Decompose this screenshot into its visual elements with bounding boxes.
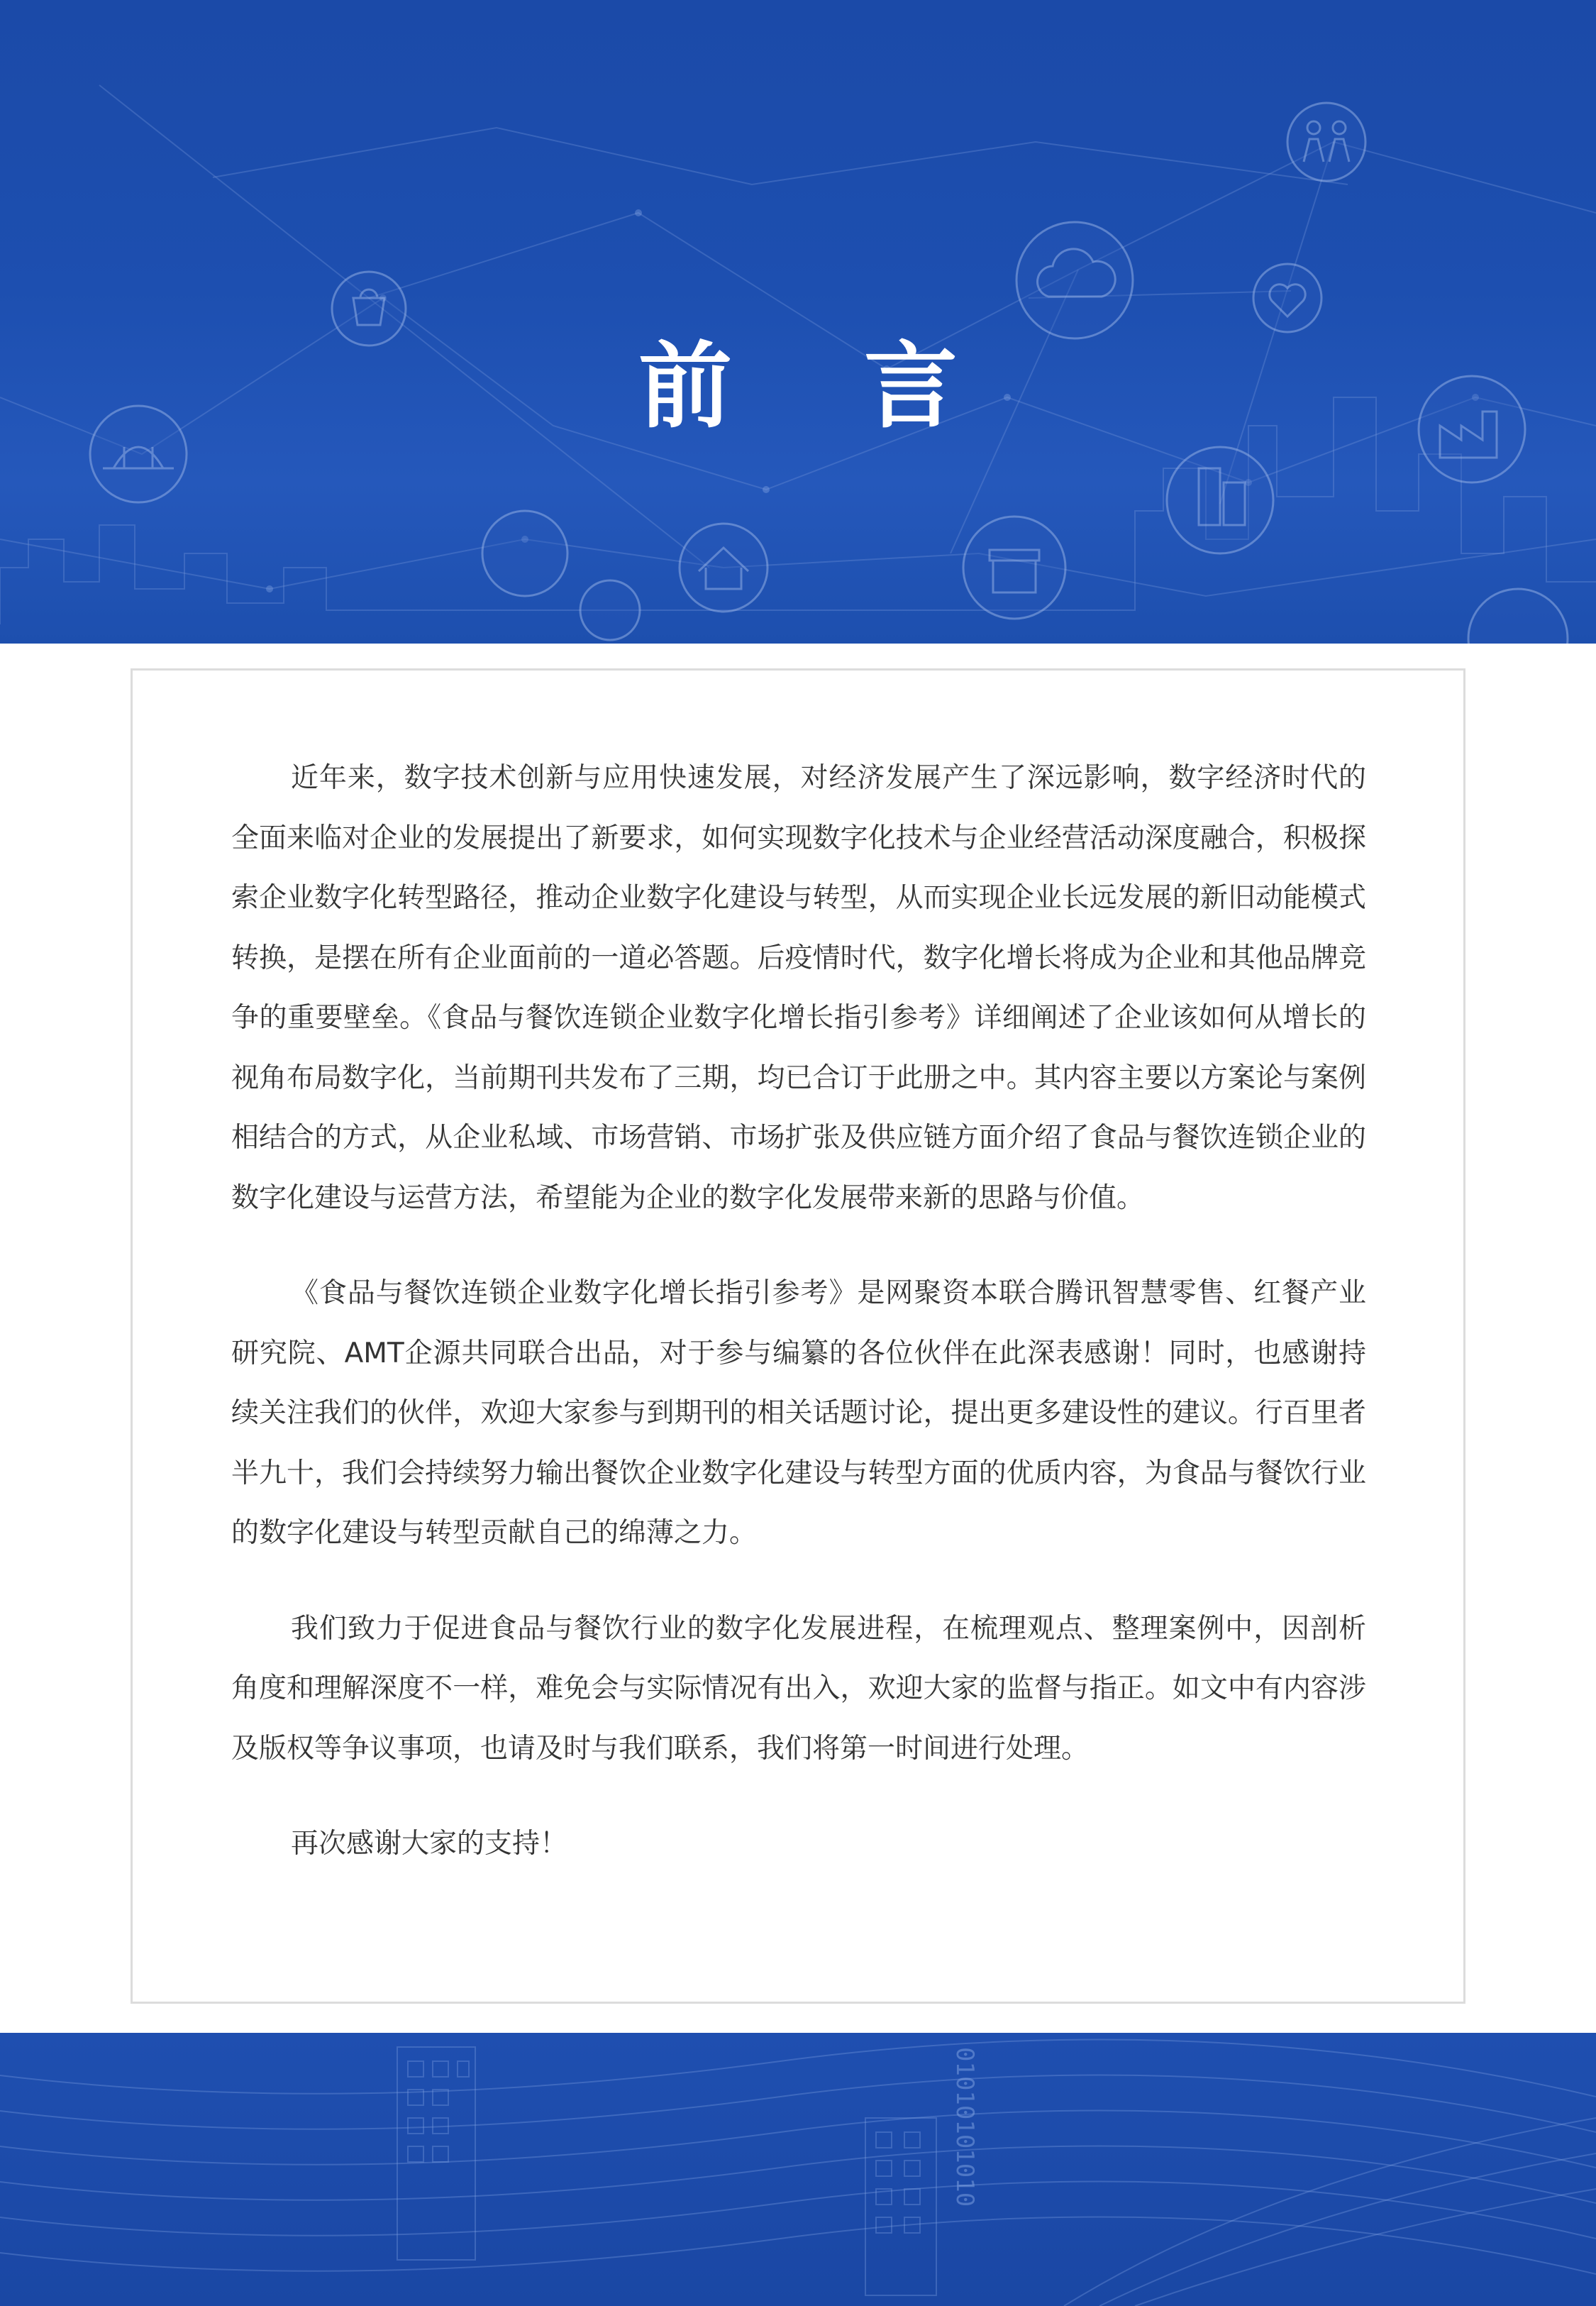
- people-icon: [1287, 103, 1365, 181]
- store-icon: [963, 517, 1065, 619]
- network-background: [0, 0, 1596, 644]
- preface-body: [231, 749, 1366, 1910]
- header-banner: [0, 0, 1596, 644]
- building-icon: [1167, 447, 1273, 553]
- paragraph: 近年来，数字技术创新与应用快速发展，对经济发展产生了深远影响，数字经济时代的全面来临对企业的发展提出了新要求，如何实现数字化技术与企业经营活动深度融合，积极探索企业数字化转型路径，推动企业数字化建设与转型，从而实现企业长远发展的新旧动能模式转换，是摆在所有企业面前的一道必答题。后疫情时代，数字化增长将成为企业和其他品牌竞争的重要壁垒。《食品与餐饮连锁企业数字化增长指引参考》详细阐述了企业该如何从增长的视角布局数字化，当前期刊共发布了三期，均已合订于此册之中。其内容主要以方案论与案例相结合的方式，从企业私域、市场营销、市场扩张及供应链方面介绍了食品与餐饮连锁企业的数字化建设与运营方法，希望能为企业的数字化发展带来新的思路与价值。: [231, 762, 1366, 1214]
- binary-pattern: 01010101010: [951, 2047, 979, 2207]
- heart-icon: [1253, 264, 1321, 332]
- house-icon: [680, 524, 767, 612]
- footer-band: [0, 2033, 1596, 2306]
- cloud-icon: [1016, 222, 1133, 338]
- page-title: 前 言: [638, 332, 1007, 441]
- paragraph: 《食品与餐饮连锁企业数字化增长指引参考》是网聚资本联合腾讯智慧零售、红餐产业研究院、AMT企源共同联合出品，对于参与编纂的各位伙伴在此深表感谢！同时，也感谢持续关注我们的伙伴，欢迎大家参与到期刊的相关话题讨论，提出更多建设性的建议。行百里者半九十，我们会持续努力输出餐饮企业数字化建设与转型方面的优质内容，为食品与餐饮行业的数字化建设与转型贡献自己的绵薄之力。: [231, 1277, 1366, 1549]
- paragraph: 我们致力于促进食品与餐饮行业的数字化发展进程，在梳理观点、整理案例中，因剖析角度和理解深度不一样，难免会与实际情况有出入，欢迎大家的监督与指正。如文中有内容涉及版权等争议事项，也请及时与我们联系，我们将第一时间进行处理。: [231, 1612, 1366, 1765]
- paragraph: 再次感谢大家的支持！: [291, 1828, 568, 1860]
- footer-pattern: [0, 2033, 1596, 2306]
- folder-icon: [1468, 589, 1568, 644]
